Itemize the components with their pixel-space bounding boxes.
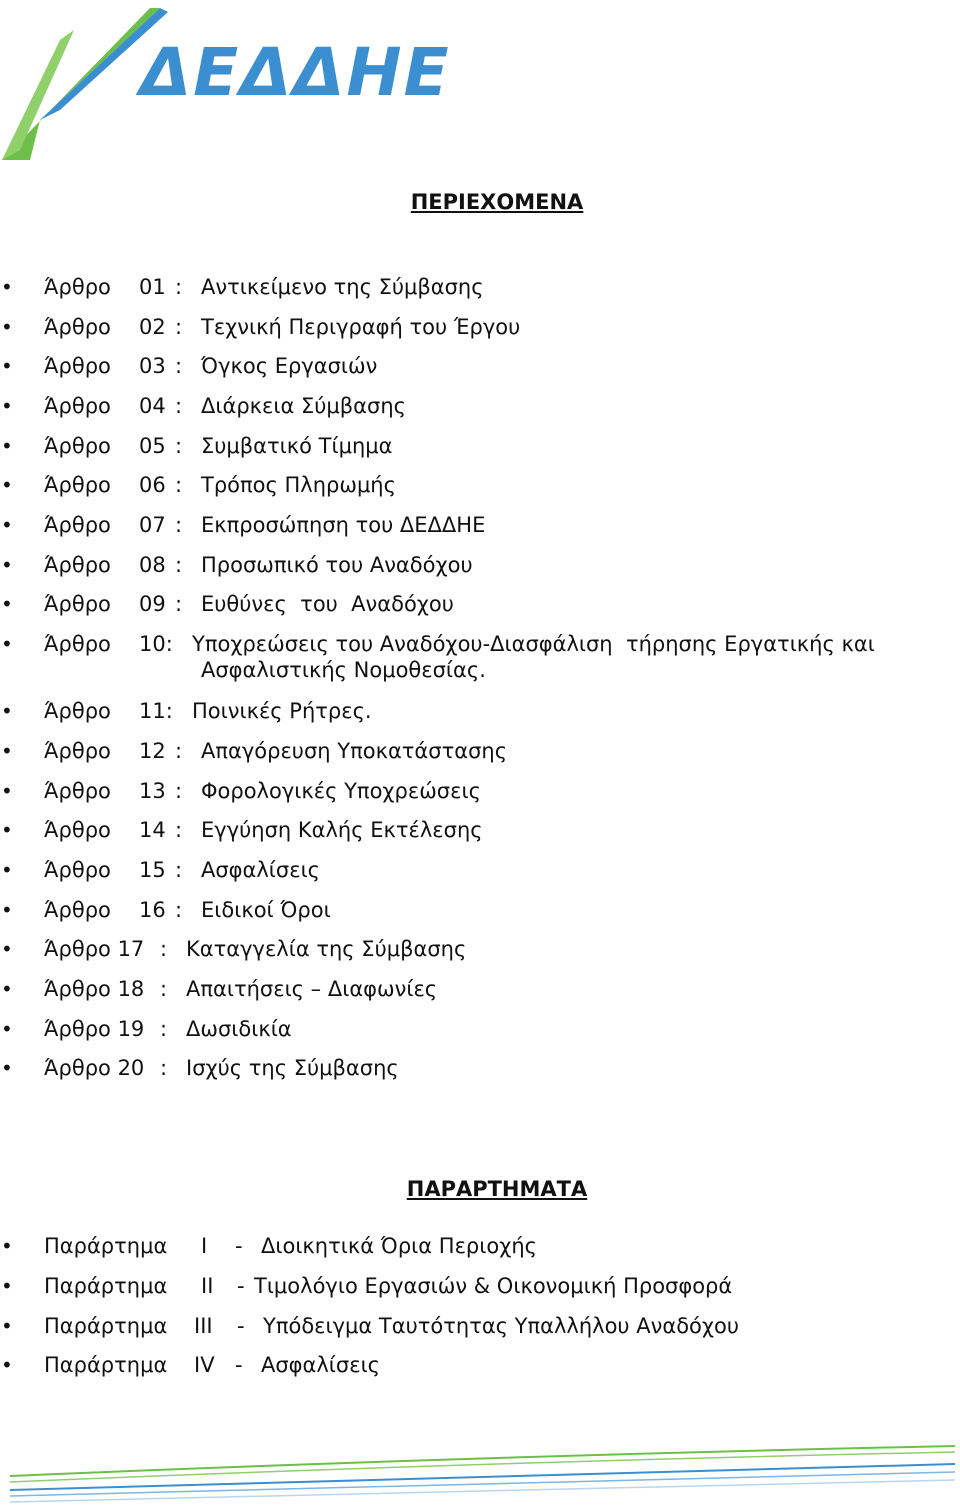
appendix-item-number: IV — [194, 1353, 215, 1377]
appendix-item-separator: - — [237, 1314, 245, 1338]
toc-item-title: Ευθύνες του Αναδόχου — [201, 592, 454, 616]
appendix-item-title: Υπόδειγμα Ταυτότητας Υπαλλήλου Αναδόχου — [263, 1314, 740, 1338]
appendix-item-title: Ασφαλίσεις — [261, 1353, 380, 1377]
toc-item-label: Άρθρο — [44, 275, 111, 299]
bullet-icon: • — [1, 1056, 13, 1080]
toc-item-number: 12 — [139, 739, 166, 763]
bullet-icon: • — [1, 632, 13, 656]
toc-item-separator: : — [175, 779, 183, 803]
toc-item-label: Άρθρο — [44, 818, 111, 842]
toc-item-label: Άρθρο 19 — [44, 1017, 145, 1041]
toc-item-title: Φορολογικές Υποχρεώσεις — [201, 779, 481, 803]
toc-item-title: Απαγόρευση Υποκατάστασης — [201, 739, 508, 763]
toc-item-separator: : — [175, 354, 183, 378]
toc-item-separator: : — [175, 434, 183, 458]
appendix-item-title: Τιμολόγιο Εργασιών & Οικονομική Προσφορά — [254, 1274, 733, 1298]
bullet-icon: • — [1, 434, 13, 458]
toc-item-number: 02 — [139, 315, 166, 339]
toc-item-number: 15 — [139, 858, 166, 882]
toc-item-label: Άρθρο — [44, 592, 111, 616]
toc-item-separator: : — [175, 553, 183, 577]
toc-item-title: Διάρκεια Σύμβασης — [201, 394, 406, 418]
toc-item-separator: : — [175, 818, 183, 842]
bullet-icon: • — [1, 739, 13, 763]
toc-item-label: Άρθρο — [44, 553, 111, 577]
toc-item-title: Τεχνική Περιγραφή του Έργου — [201, 315, 521, 339]
appendices-heading: ΠΑΡΑΡΤΗΜΑΤΑ — [406, 1177, 588, 1201]
bullet-icon: • — [1, 553, 13, 577]
toc-item-separator: : — [160, 1017, 168, 1041]
bullet-icon: • — [1, 699, 13, 723]
toc-item-title: Ποινικές Ρήτρες. — [192, 699, 372, 723]
toc-item-separator: : — [175, 858, 183, 882]
appendix-item-number: III — [194, 1314, 213, 1338]
toc-item-title: Υποχρεώσεις του Αναδόχου-Διασφάλιση τήρησης Εργατικής και — [192, 632, 875, 656]
toc-item-label: Άρθρο — [44, 434, 111, 458]
bullet-icon: • — [1, 1274, 13, 1298]
toc-item-label: Άρθρο — [44, 739, 111, 763]
toc-item-label: Άρθρο 18 — [44, 977, 145, 1001]
appendix-item-separator: - — [235, 1234, 243, 1258]
toc-item-title: Όγκος Εργασιών — [201, 354, 378, 378]
toc-item-title: Προσωπικό του Αναδόχου — [201, 553, 473, 577]
bullet-icon: • — [1, 275, 13, 299]
toc-item-separator: : — [175, 592, 183, 616]
appendix-item-label: Παράρτημα — [44, 1353, 168, 1377]
appendix-item-number: II — [201, 1274, 214, 1298]
toc-item-number: 14 — [139, 818, 166, 842]
toc-item-title: Καταγγελία της Σύμβασης — [186, 937, 467, 961]
toc-item-number: 04 — [139, 394, 166, 418]
toc-item-label: Άρθρο — [44, 779, 111, 803]
bullet-icon: • — [1, 394, 13, 418]
toc-item-separator: : — [175, 473, 183, 497]
bullet-icon: • — [1, 858, 13, 882]
bullet-icon: • — [1, 354, 13, 378]
toc-item-label: Άρθρο — [44, 473, 111, 497]
bullet-icon: • — [1, 898, 13, 922]
bullet-icon: • — [1, 779, 13, 803]
toc-item-separator: : — [175, 394, 183, 418]
toc-item-label: Άρθρο — [44, 632, 111, 656]
appendix-item-title: Διοικητικά Όρια Περιοχής — [261, 1234, 537, 1258]
toc-item-label: Άρθρο — [44, 898, 111, 922]
bullet-icon: • — [1, 818, 13, 842]
toc-item-separator: : — [175, 739, 183, 763]
toc-item-number: 09 — [139, 592, 166, 616]
toc-item-number: 03 — [139, 354, 166, 378]
toc-item-title: Εκπροσώπηση του ΔΕΔΔΗΕ — [201, 513, 486, 537]
toc-item-title: Εγγύηση Καλής Εκτέλεσης — [201, 818, 483, 842]
toc-item-separator: : — [175, 898, 183, 922]
toc-item-title: Τρόπος Πληρωμής — [201, 473, 396, 497]
toc-item-label: Άρθρο — [44, 315, 111, 339]
toc-item-title: Αντικείμενο της Σύμβασης — [201, 275, 484, 299]
appendix-item-separator: - — [237, 1274, 245, 1298]
toc-item-separator: : — [160, 937, 168, 961]
bullet-icon: • — [1, 592, 13, 616]
bullet-icon: • — [1, 977, 13, 1001]
toc-item-separator: : — [160, 1056, 168, 1080]
toc-item-label: Άρθρο 17 — [44, 937, 145, 961]
appendix-item-number: I — [201, 1234, 208, 1258]
toc-item-title: Δωσιδικία — [186, 1017, 292, 1041]
toc-item-title: Ασφαλίσεις — [201, 858, 320, 882]
appendix-item-label: Παράρτημα — [44, 1314, 168, 1338]
bullet-icon: • — [1, 1017, 13, 1041]
toc-item-number: 01 — [139, 275, 166, 299]
toc-item-title: Απαιτήσεις – Διαφωνίες — [186, 977, 438, 1001]
bullet-icon: • — [1, 473, 13, 497]
bullet-icon: • — [1, 513, 13, 537]
toc-item-separator: : — [160, 977, 168, 1001]
company-logo — [0, 0, 451, 170]
bullet-icon: • — [1, 937, 13, 961]
appendix-item-label: Παράρτημα — [44, 1274, 168, 1298]
toc-item-label: Άρθρο 20 — [44, 1056, 145, 1080]
bullet-icon: • — [1, 1353, 13, 1377]
toc-item-title: Συμβατικό Τίμημα — [201, 434, 393, 458]
footer-lines-icon — [0, 1436, 960, 1506]
toc-item-label: Άρθρο — [44, 394, 111, 418]
toc-item-separator: : — [175, 513, 183, 537]
bullet-icon: • — [1, 1314, 13, 1338]
toc-item-separator: : — [175, 275, 183, 299]
toc-heading: ΠΕΡΙΕΧΟΜΕΝΑ — [410, 190, 584, 214]
toc-item-number: 08 — [139, 553, 166, 577]
toc-item-number: 07 — [139, 513, 166, 537]
toc-item-label: Άρθρο — [44, 513, 111, 537]
bullet-icon: • — [1, 315, 13, 339]
toc-item-label: Άρθρο — [44, 699, 111, 723]
toc-item-separator: : — [175, 315, 183, 339]
logo-wordmark: ΔΕΔΔΗΕ — [140, 34, 451, 111]
footer-decoration — [0, 1436, 960, 1506]
toc-item-number: 11: — [139, 699, 173, 723]
toc-item-number: 16 — [139, 898, 166, 922]
toc-item-number: 13 — [139, 779, 166, 803]
bullet-icon: • — [1, 1234, 13, 1258]
toc-item-title: Ισχύς της Σύμβασης — [186, 1056, 399, 1080]
toc-item-number: 06 — [139, 473, 166, 497]
appendix-item-separator: - — [235, 1353, 243, 1377]
toc-item-title: Ειδικοί Όροι — [201, 898, 331, 922]
toc-item-label: Άρθρο — [44, 858, 111, 882]
toc-item-number: 10: — [139, 632, 173, 656]
appendix-item-label: Παράρτημα — [44, 1234, 168, 1258]
toc-item-title-continued: Ασφαλιστικής Νομοθεσίας. — [201, 658, 486, 682]
toc-item-label: Άρθρο — [44, 354, 111, 378]
toc-item-number: 05 — [139, 434, 166, 458]
